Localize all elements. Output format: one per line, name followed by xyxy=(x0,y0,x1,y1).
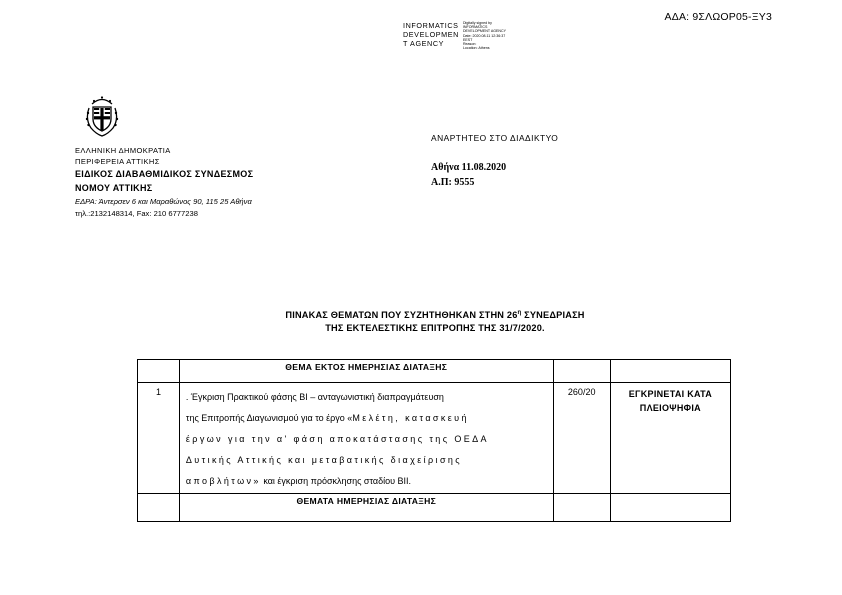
table-section-row xyxy=(138,494,731,522)
desc-line: έργων για την α' φάση αποκατάστασης της ΟΕΔΑ xyxy=(185,434,489,444)
desc-text: και έγκριση πρόσκλησης σταδίου ΒΙΙ. xyxy=(260,476,412,486)
document-title xyxy=(0,307,842,335)
stamp-detail: Location: Athens xyxy=(462,46,490,51)
desc-text: της Επιτροπής Διαγωνισμού για το έργο « xyxy=(185,413,353,423)
stamp-detail: EEST xyxy=(462,37,473,42)
table-row xyxy=(138,383,731,494)
desc-text-spaced: Μελέτη, κατασκευή xyxy=(352,413,469,423)
agenda-table xyxy=(137,359,731,522)
title-superscript: η xyxy=(517,310,522,316)
stamp-detail: INFORMATICS xyxy=(462,25,488,30)
desc-line: . Έγκριση Πρακτικού φάσης ΒΙ – ανταγωνιστική διαπραγμάτευση xyxy=(185,392,444,402)
org-phone: τηλ.:2132148314, Fax: 210 6777238 xyxy=(75,209,198,218)
ada-code: ΑΔΑ: 9ΣΛΩΟΡ05-ΞΥ3 xyxy=(664,11,772,23)
stamp-details xyxy=(463,21,506,50)
title-line-2: ΤΗΣ ΕΚΤΕΛΕΣΤΙΚΗΣ ΕΠΙΤΡΟΠΗΣ ΤΗΣ 31/7/2020. xyxy=(325,323,545,334)
region-name: ΠΕΡΙΦΕΡΕΙΑ ΑΤΤΙΚΗΣ xyxy=(75,157,160,166)
item-description xyxy=(179,383,553,494)
title-line-1-end: ΣΥΝΕΔΡΙΑΣΗ xyxy=(521,310,585,321)
desc-line xyxy=(186,408,549,429)
title-line-1 xyxy=(0,307,842,322)
stamp-line: DEVELOPMEN xyxy=(403,30,459,39)
decision-number: 260/20 xyxy=(553,383,610,494)
off-agenda-header: ΘΕΜΑ ΕΚΤΟΣ ΗΜΕΡΗΣΙΑΣ ΔΙΑΤΑΞΗΣ xyxy=(285,362,448,372)
prefecture-name: ΝΟΜΟΥ ΑΤΤΙΚΗΣ xyxy=(75,183,153,193)
desc-line: Δυτικής Αττικής και μεταβατικής διαχείρισης xyxy=(185,455,463,465)
greek-emblem-icon xyxy=(82,93,122,139)
stamp-detail: Digitally signed by xyxy=(462,21,492,25)
country-name: ΕΛΛΗΝΙΚΗ ΔΗΜΟΚΡΑΤΙΑ xyxy=(75,146,171,155)
protocol-number: Α.Π: 9555 xyxy=(431,177,475,188)
stamp-line: T AGENCY xyxy=(403,39,445,48)
document-date: Αθήνα 11.08.2020 xyxy=(431,162,507,173)
stamp-detail: DEVELOPMENT AGENCY xyxy=(462,29,507,34)
org-header xyxy=(75,145,253,220)
item-number: 1 xyxy=(138,383,180,494)
decision-result: ΕΓΚΡΙΝΕΤΑΙ ΚΑΤΑ ΠΛΕΙΟΨΗΦΙΑ xyxy=(610,383,730,494)
digital-signature-stamp xyxy=(403,21,506,50)
posting-notice: ΑΝΑΡΤΗΤΕΟ ΣΤΟ ΔΙΑΔΙΚΤΥΟ xyxy=(431,133,559,143)
table-header-row xyxy=(138,360,731,383)
agenda-header: ΘΕΜΑΤΑ ΗΜΕΡΗΣΙΑΣ ΔΙΑΤΑΞΗΣ xyxy=(296,496,437,506)
title-line-1-main: ΠΙΝΑΚΑΣ ΘΕΜΑΤΩΝ ΠΟΥ ΣΥΖΗΤΗΘΗΚΑΝ ΣΤΗΝ 26 xyxy=(285,310,518,321)
org-address: ΕΔΡΑ: Άντερσεν 6 και Μαραθώνος 90, 115 25 Αθήνα xyxy=(75,197,252,206)
stamp-detail: Date: 2020.08.11 12:36:37 xyxy=(462,33,506,38)
desc-line xyxy=(186,471,549,492)
stamp-signer xyxy=(403,21,459,50)
date-protocol-block xyxy=(431,160,506,190)
stamp-line: INFORMATICS xyxy=(403,21,459,30)
desc-text-spaced: αποβλήτων» xyxy=(185,476,261,486)
org-name: ΕΙΔΙΚΟΣ ΔΙΑΒΑΘΜΙΔΙΚΟΣ ΣΥΝΔΕΣΜΟΣ xyxy=(75,169,254,179)
stamp-detail: Reason: xyxy=(462,42,477,47)
